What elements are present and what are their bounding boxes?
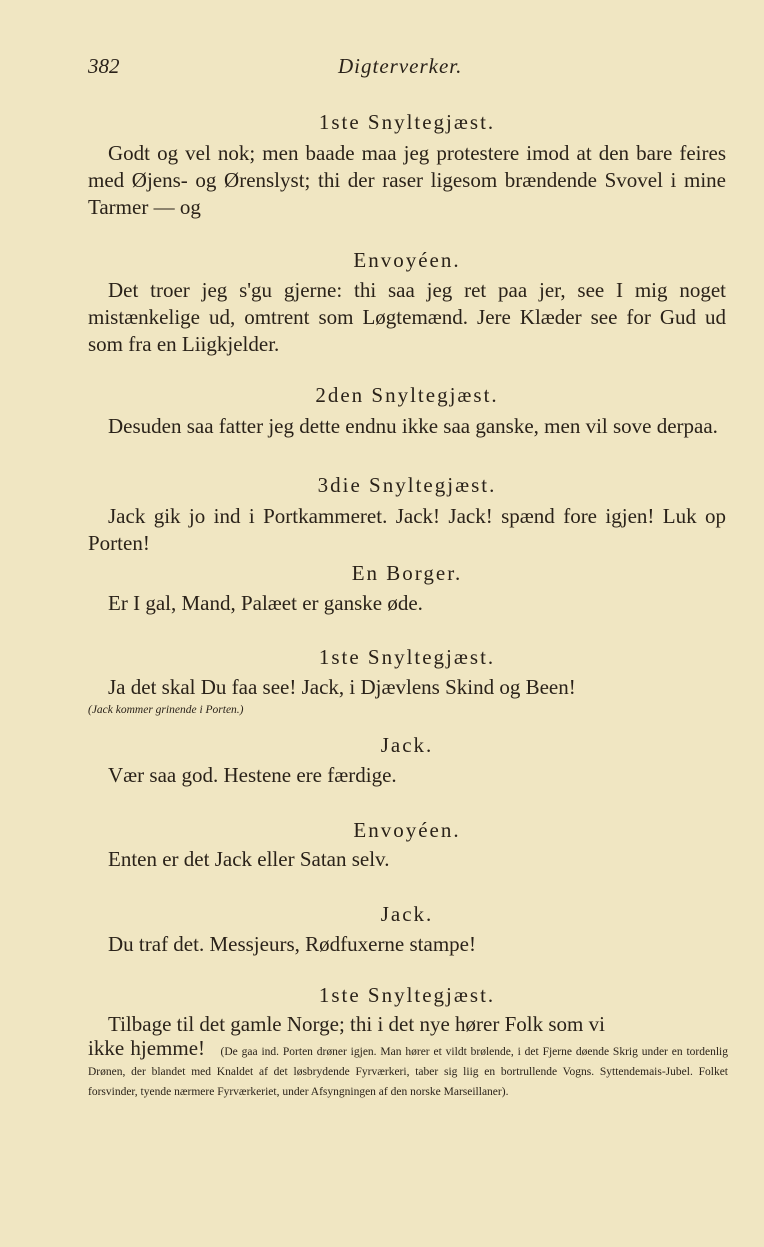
final-passage xyxy=(88,1011,728,1102)
stage-direction: (Jack kommer grinende i Porten.) xyxy=(88,704,244,716)
speaker-name: Envoyéen. xyxy=(353,248,461,272)
page-number: 382 xyxy=(88,54,120,78)
dialogue-text xyxy=(88,277,726,358)
dialogue-line: Vær saa god. Hestene ere færdige. xyxy=(108,763,397,787)
speaker-name: 1ste Snyltegjæst. xyxy=(318,983,496,1007)
dialogue-text xyxy=(88,140,726,221)
dialogue-text xyxy=(88,762,726,789)
dialogue-text xyxy=(88,590,726,617)
speaker-name: Jack. xyxy=(380,902,434,926)
dialogue-line: ikke hjemme! xyxy=(88,1036,206,1060)
dialogue-line: Er I gal, Mand, Palæet er ganske øde. xyxy=(108,591,423,615)
dialogue-line: Det troer jeg s'gu gjerne: thi saa jeg ret paa jer, see I mig noget mistænkelige ud, omtrent som Løgtemænd. Jere Klæder see for Gud ud som fra en Liigkjelder. xyxy=(88,278,726,356)
dialogue-text xyxy=(88,931,726,958)
dialogue-text xyxy=(88,503,726,557)
dialogue-line: Desuden saa fatter jeg dette endnu ikke saa ganske, men vil sove derpaa. xyxy=(108,414,718,438)
dialogue-text xyxy=(88,846,726,873)
dialogue-text xyxy=(88,1011,728,1038)
dialogue-line: Jack gik jo ind i Portkammeret. Jack! Jack! spænd fore igjen! Luk op Porten! xyxy=(88,504,726,555)
dialogue-line: Godt og vel nok; men baade maa jeg protestere imod at den bare feires med Øjens- og Ørenslyst; thi der raser ligesom brændende Svovel i mine Tarmer — og xyxy=(88,141,726,219)
dialogue-line: Du traf det. Messjeurs, Rødfuxerne stampe! xyxy=(108,932,476,956)
speaker-name: 2den Snyltegjæst. xyxy=(315,383,499,407)
dialogue-line: Tilbage til det gamle Norge; thi i det nye hører Folk som vi xyxy=(108,1012,605,1036)
speaker-name: 1ste Snyltegjæst. xyxy=(318,645,496,669)
dialogue-line: Enten er det Jack eller Satan selv. xyxy=(108,847,390,871)
page-header xyxy=(88,54,728,90)
speaker-name: En Borger. xyxy=(351,561,463,585)
speaker-name: 1ste Snyltegjæst. xyxy=(318,110,496,134)
dialogue-text xyxy=(88,674,726,701)
stage-direction-text: (De gaa ind. Porten drøner igjen. Man hører et vildt brølende, i det Fjerne døende Skrig under en tordenlig Drønen, der blandet med Knaldet af det løsbrydende Fyrværkeri, taber sig liig en bortrullende Vogns. Syttendemais-Jubel. Folket forsvinder, tyende nærmere Fyrværkeriet, under Afsyngningen af den norske Marseillaner). xyxy=(88,1046,729,1098)
speaker-name: Jack. xyxy=(380,733,434,757)
running-title: Digterverker. xyxy=(338,54,463,78)
dialogue-line: Ja det skal Du faa see! Jack, i Djævlens Skind og Been! xyxy=(108,675,576,699)
stage-direction xyxy=(88,1038,728,1102)
speaker-name: 3die Snyltegjæst. xyxy=(317,473,497,497)
dialogue-text xyxy=(88,413,726,440)
speaker-name: Envoyéen. xyxy=(353,818,461,842)
